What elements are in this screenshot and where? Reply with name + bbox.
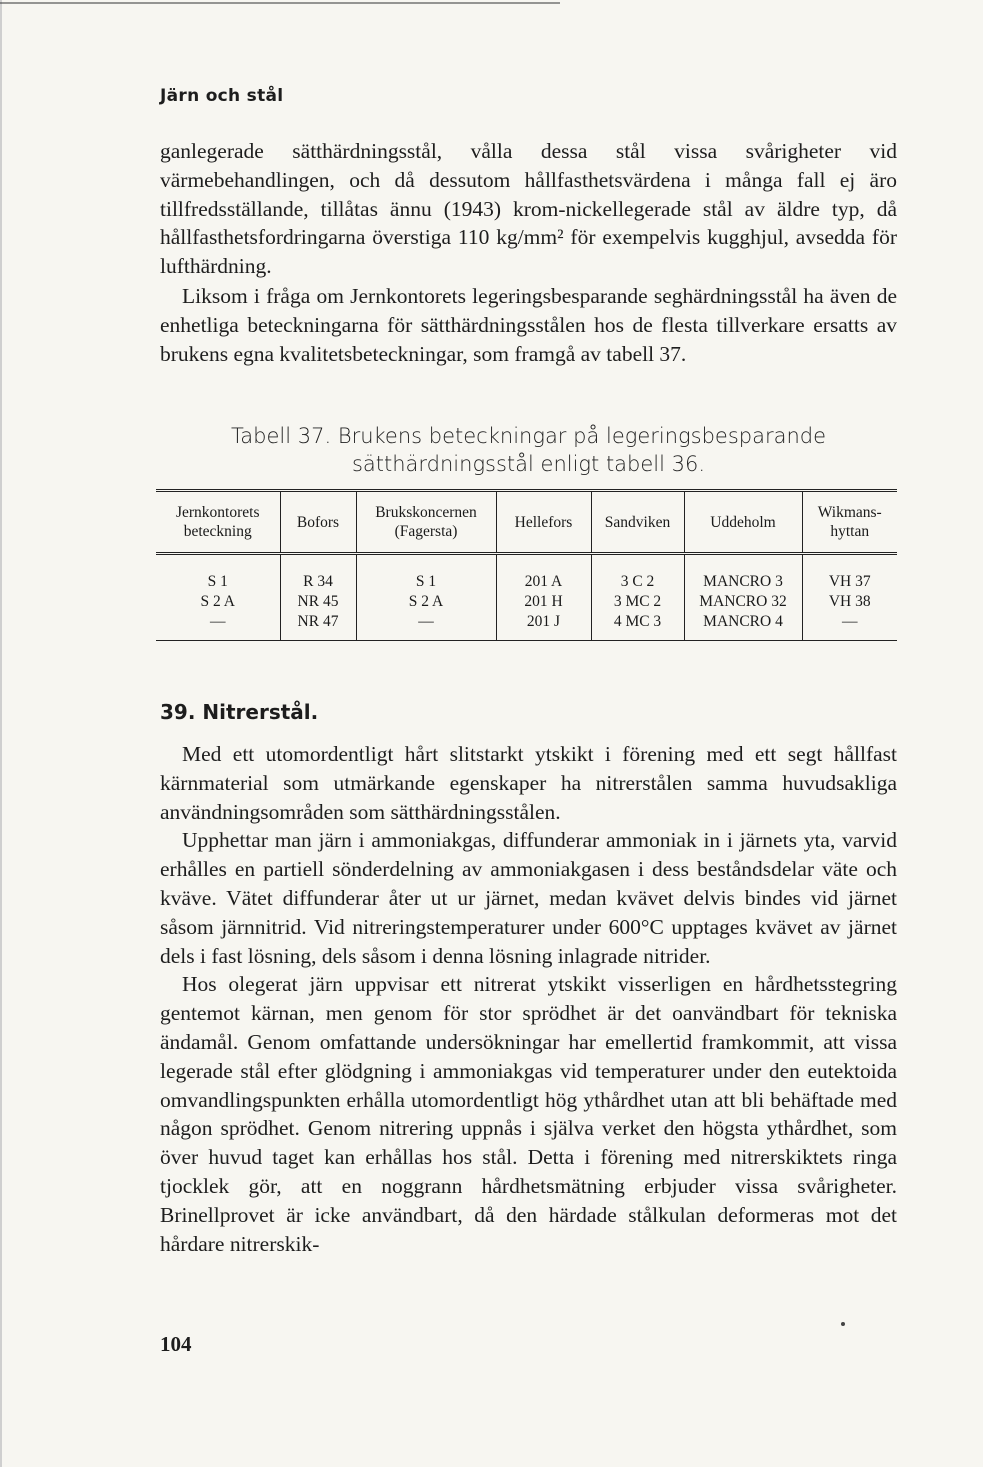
cell-value: —: [842, 613, 858, 630]
cell-value: S 2 A: [408, 593, 444, 610]
table-cell: [280, 554, 356, 641]
cell-value: MANCRO 32: [699, 593, 787, 610]
cell-value: 201 H: [524, 593, 563, 610]
designation-table: [156, 489, 897, 641]
cell-value: 201 A: [524, 573, 563, 590]
cell-value: NR 45: [297, 593, 339, 610]
cell-value: NR 47: [297, 613, 339, 630]
header-uddeholm: [684, 491, 802, 554]
section-title: 39. Nitrerstål.: [160, 700, 319, 724]
header-wikmanshyttan: [802, 491, 897, 554]
header-jernkontorets: [156, 491, 280, 554]
table-caption-line-2: sätthärdningsstål enligt tabell 36.: [351, 452, 706, 476]
cell-value: S 1: [207, 573, 228, 590]
cell-value: 3 C 2: [620, 573, 655, 590]
page-edge: [0, 0, 2, 1467]
table-caption-line-1: Tabell 37. Brukens beteckningar på legeringsbesparande: [230, 424, 827, 448]
text-block-intro-table: [160, 282, 897, 368]
header-sandviken: [591, 491, 684, 554]
header-text: Sandviken: [604, 513, 671, 531]
table-cell: [356, 554, 496, 641]
header-hellefors: [496, 491, 591, 554]
cell-value: MANCRO 3: [703, 573, 783, 590]
cell-value: —: [418, 613, 434, 630]
header-bofors: [280, 491, 356, 554]
cell-value: 3 MC 2: [613, 593, 662, 610]
top-rule: [0, 2, 560, 4]
paragraph-5: Hos olegerat järn uppvisar ett nitrerat ytskikt visserligen en hårdhetsstegring gentemot kärnan, men genom för stor sprödhet är det oanvändbart för tekniska ändamål. Genom omfattande undersökningar har emellertid framkommit, att vissa legerade stål efter glödgning i ammoniakgas vid temperaturer under den eutektoida omvandlingspunkten erhålla utomordentligt hög ythårdhet utan att bli behäftade med någon sprödhet. Genom nitrering uppnås i själva verket den högsta ythårdhet, som över huvud taget kan erhållas hos stål. Detta i förening med nitrerskiktets ringa tjocklek gör, att en noggrann hårdhetsmätning erbjuder vissa svårigheter. Brinellprovet är icke användbart, då den härdade stålkulan deformeras mot det hårdare nitrerskik-: [160, 972, 897, 1256]
cell-value: VH 38: [828, 593, 871, 610]
header-text: hyttan: [830, 523, 870, 540]
running-head: Järn och stål: [160, 86, 284, 106]
table-caption: [160, 422, 897, 478]
text-block-nitrerstal: [160, 740, 897, 1258]
header-text: Bofors: [296, 513, 340, 531]
cell-value: VH 37: [828, 573, 871, 590]
header-text: Uddeholm: [710, 513, 776, 531]
cell-value: MANCRO 4: [703, 613, 783, 630]
cell-value: 201 J: [526, 613, 561, 630]
table-row: [156, 554, 897, 641]
speck-mark: [841, 1322, 845, 1326]
table-header-row: [156, 491, 897, 554]
header-brukskoncernen: [356, 491, 496, 554]
header-text: Wikmans-: [817, 504, 882, 521]
table-cell: [591, 554, 684, 641]
table-cell: [156, 554, 280, 641]
table-cell: [496, 554, 591, 641]
header-text: Hellefors: [514, 513, 573, 531]
text-block-top: [160, 137, 897, 281]
header-text: Brukskoncernen: [375, 504, 477, 521]
table-cell: [684, 554, 802, 641]
cell-value: S 2 A: [200, 593, 235, 610]
paragraph-2: Liksom i fråga om Jernkontorets legeringsbesparande seghärdningsstål ha även de enhetliga beteckningarna för sätthärdningsstålen hos de flesta tillverkare ersatts av brukens egna kvalitetsbeteckningar, som framgå av tabell 37.: [160, 284, 897, 366]
header-text: Jernkontorets: [175, 504, 260, 521]
header-text: (Fagersta): [394, 523, 458, 540]
paragraph-1: ganlegerade sätthärdningsstål, vålla dessa stål vissa svårigheter vid värmebehandlingen, och då dessutom hållfasthetsvärdena i många fall ej äro tillfredsställande, tillåtas ännu (1943) krom-nickellegerade stål av äldre typ, då hållfasthetsfordringarna överstiga 110 kg/mm² för exempelvis kugghjul, avsedda för lufthärdning.: [160, 139, 897, 279]
cell-value: S 1: [415, 573, 437, 590]
header-text: beteckning: [183, 523, 252, 540]
cell-value: 4 MC 3: [613, 613, 662, 630]
cell-value: R 34: [303, 573, 333, 590]
page-number: 104: [160, 1332, 192, 1356]
paragraph-3: Med ett utomordentligt hårt slitstarkt ytskikt i förening med ett segt hållfast kärnmaterial som utmärkande egenskaper ha nitrerstålen samma huvudsakliga användningsområden som sätthärdningsstålen.: [160, 742, 897, 824]
cell-value: —: [210, 613, 226, 630]
paragraph-4: Upphettar man järn i ammoniakgas, diffunderar ammoniak in i järnets yta, varvid erhålles en partiell sönderdelning av ammoniakgasen i dess beståndsdelar väte och kväve. Vätet diffunderar åter ut ur järnet, medan kvävet delvis bindes vid järnet såsom järnnitrid. Vid nitreringstemperaturer under 600°C upptages kvävet av järnet dels i fast lösning, dels såsom i denna lösning inlagrade nitrider.: [160, 828, 897, 968]
table-cell: [802, 554, 897, 641]
